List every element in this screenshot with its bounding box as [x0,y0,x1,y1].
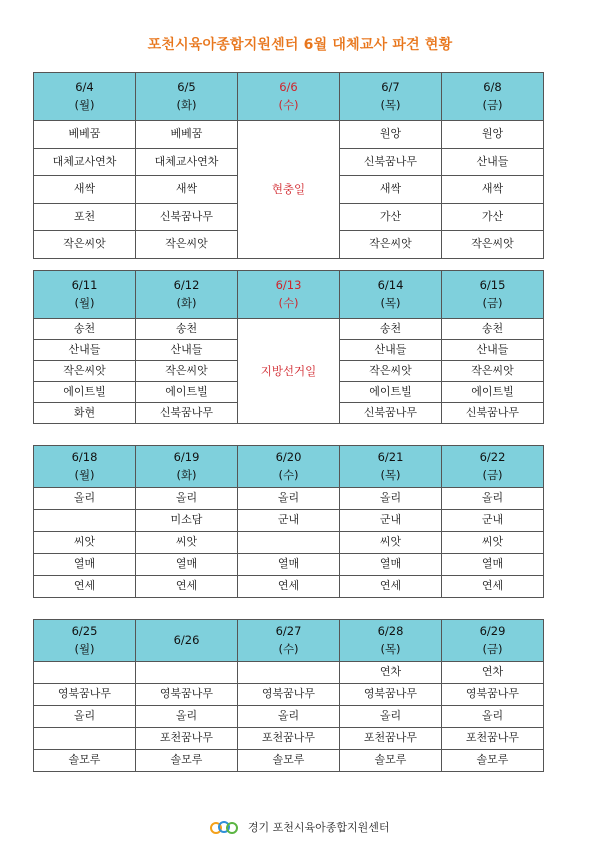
header-date: 6/28 [377,624,404,639]
schedule-cell: 작은씨앗 [340,231,442,259]
header-cell [136,446,238,488]
header-date: 6/5 [177,80,196,95]
schedule-cell: 원앙 [442,121,544,149]
schedule-cell: 열매 [34,554,136,576]
schedule-cell: 송천 [340,319,442,340]
schedule-cell: 씨앗 [442,532,544,554]
header-cell [136,620,238,662]
schedule-cell: 베베꿈 [34,121,136,149]
header-cell [34,73,136,121]
schedule-cell: 솔모루 [136,750,238,772]
header-date: 6/13 [275,278,302,293]
schedule-cell: 신북꿈나무 [340,403,442,424]
schedule-cell: 올리 [136,488,238,510]
schedule-cell: 열매 [136,554,238,576]
schedule-cell: 산내들 [442,340,544,361]
header-day: (목) [380,97,401,112]
header-date: 6/18 [71,450,98,465]
schedule-cell [34,728,136,750]
header-cell [442,620,544,662]
header-cell [340,271,442,319]
schedule-cell: 열매 [340,554,442,576]
schedule-cell: 영북꿈나무 [340,684,442,706]
holiday-cell: 현충일 [238,121,340,259]
schedule-cell: 올리 [340,706,442,728]
schedule-cell: 작은씨앗 [340,361,442,382]
schedule-cell: 올리 [442,488,544,510]
schedule-cell: 포천꿈나무 [340,728,442,750]
week-table [33,72,544,259]
schedule-cell: 가산 [340,203,442,231]
schedule-cell: 솔모루 [238,750,340,772]
header-day: (월) [74,641,95,656]
schedule-cell: 연차 [340,662,442,684]
schedule-cell: 원앙 [340,121,442,149]
schedule-cell: 에이트빌 [340,382,442,403]
header-date: 6/19 [173,450,200,465]
schedule-cell: 씨앗 [136,532,238,554]
table-row [34,576,544,598]
schedule-cell: 베베꿈 [136,121,238,149]
header-date: 6/12 [173,278,200,293]
header-day: (화) [176,467,197,482]
schedule-cell: 씨앗 [34,532,136,554]
header-day: (월) [74,97,95,112]
table-row [34,728,544,750]
table-row [34,319,544,340]
header-cell [442,271,544,319]
schedule-cell: 포천 [34,203,136,231]
schedule-cell: 작은씨앗 [136,231,238,259]
holiday-cell: 지방선거일 [238,319,340,424]
schedule-cell [238,662,340,684]
schedule-cell: 가산 [442,203,544,231]
header-row [34,620,544,662]
schedule-cell: 신북꿈나무 [340,148,442,176]
schedule-cell: 산내들 [136,340,238,361]
schedule-cell: 영북꿈나무 [136,684,238,706]
schedule-cell: 열매 [238,554,340,576]
schedule-cell: 연세 [442,576,544,598]
schedule-cell: 화현 [34,403,136,424]
schedule-cell: 올리 [34,706,136,728]
header-date: 6/29 [479,624,506,639]
schedule-cell: 열매 [442,554,544,576]
table-row [34,532,544,554]
schedule-cell: 새싹 [340,176,442,204]
header-date: 6/7 [381,80,400,95]
schedule-cell: 올리 [238,706,340,728]
schedule-cell: 산내들 [34,340,136,361]
table-row [34,750,544,772]
week-table [33,270,544,424]
schedule-cell: 포천꿈나무 [442,728,544,750]
header-date: 6/11 [71,278,98,293]
schedule-cell: 씨앗 [340,532,442,554]
table-row [34,554,544,576]
table-row [34,121,544,149]
schedule-cell: 대체교사연차 [34,148,136,176]
table-row [34,684,544,706]
schedule-cell: 솔모루 [340,750,442,772]
header-day: (수) [278,97,299,112]
schedule-cell: 올리 [442,706,544,728]
week-table [33,445,544,598]
header-date: 6/21 [377,450,404,465]
table-row [34,706,544,728]
header-day: (화) [176,295,197,310]
schedule-cell: 올리 [136,706,238,728]
header-cell [442,73,544,121]
header-day: (수) [278,295,299,310]
schedule-cell: 에이트빌 [34,382,136,403]
header-day: (목) [380,295,401,310]
schedule-cell: 미소담 [136,510,238,532]
header-date: 6/27 [275,624,302,639]
header-date: 6/6 [279,80,298,95]
schedule-cell: 올리 [238,488,340,510]
header-day: (목) [380,467,401,482]
header-date: 6/14 [377,278,404,293]
header-cell [238,271,340,319]
schedule-cell [238,532,340,554]
header-row [34,446,544,488]
schedule-cell: 송천 [442,319,544,340]
schedule-cell: 군내 [238,510,340,532]
header-day: (월) [74,467,95,482]
schedule-cell: 작은씨앗 [34,231,136,259]
schedule-cell: 새싹 [34,176,136,204]
header-day: (금) [482,467,503,482]
schedule-cell: 포천꿈나무 [238,728,340,750]
schedule-cell: 군내 [442,510,544,532]
schedule-cell: 산내들 [340,340,442,361]
schedule-cell: 새싹 [136,176,238,204]
schedule-cell: 작은씨앗 [442,361,544,382]
header-day: (목) [380,641,401,656]
header-row [34,73,544,121]
header-cell [34,620,136,662]
schedule-cell: 신북꿈나무 [136,403,238,424]
schedule-cell: 영북꿈나무 [238,684,340,706]
schedule-cell: 대체교사연차 [136,148,238,176]
footer-text: 경기 포천시육아종합지원센터 [247,821,390,834]
header-day: (금) [482,641,503,656]
schedule-cell: 작은씨앗 [136,361,238,382]
schedule-cell: 올리 [340,488,442,510]
header-cell [238,446,340,488]
schedule-cell: 송천 [136,319,238,340]
schedule-cell: 신북꿈나무 [136,203,238,231]
header-row [34,271,544,319]
header-date: 6/22 [479,450,506,465]
schedule-cell: 작은씨앗 [442,231,544,259]
table-row [34,662,544,684]
header-cell [34,446,136,488]
header-cell [136,73,238,121]
schedule-cell: 군내 [340,510,442,532]
page-title: 포천시육아종합지원센터 6월 대체교사 파견 현황 [147,37,453,53]
header-date: 6/20 [275,450,302,465]
header-day: (금) [482,97,503,112]
schedule-cell: 산내들 [442,148,544,176]
schedule-cell: 포천꿈나무 [136,728,238,750]
schedule-cell: 연세 [238,576,340,598]
header-cell [238,73,340,121]
schedule-cell: 영북꿈나무 [34,684,136,706]
schedule-cell: 에이트빌 [136,382,238,403]
schedule-cell [136,662,238,684]
header-date: 6/26 [173,632,200,647]
header-cell [340,446,442,488]
schedule-cell: 새싹 [442,176,544,204]
schedule-cell: 솔모루 [442,750,544,772]
center-logo-icon [210,819,240,835]
footer [0,819,600,835]
header-cell [34,271,136,319]
header-date: 6/25 [71,624,98,639]
header-cell [340,73,442,121]
header-date: 6/15 [479,278,506,293]
schedule-cell: 연세 [340,576,442,598]
schedule-cell: 연차 [442,662,544,684]
header-cell [442,446,544,488]
header-date: 6/8 [483,80,502,95]
header-cell [340,620,442,662]
header-cell [136,271,238,319]
schedule-cell: 영북꿈나무 [442,684,544,706]
schedule-cell: 연세 [136,576,238,598]
week-table [33,619,544,772]
schedule-cell [34,510,136,532]
schedule-cell: 올리 [34,488,136,510]
schedule-cell: 신북꿈나무 [442,403,544,424]
schedule-cell: 에이트빌 [442,382,544,403]
table-row [34,488,544,510]
header-cell [238,620,340,662]
schedule-cell: 솔모루 [34,750,136,772]
header-day: (금) [482,295,503,310]
header-day: (수) [278,467,299,482]
schedule-cell: 작은씨앗 [34,361,136,382]
header-day: (월) [74,295,95,310]
schedule-cell [34,662,136,684]
schedule-cell: 연세 [34,576,136,598]
header-date: 6/4 [75,80,94,95]
header-day: (화) [176,97,197,112]
table-row [34,510,544,532]
header-day: (수) [278,641,299,656]
schedule-cell: 송천 [34,319,136,340]
